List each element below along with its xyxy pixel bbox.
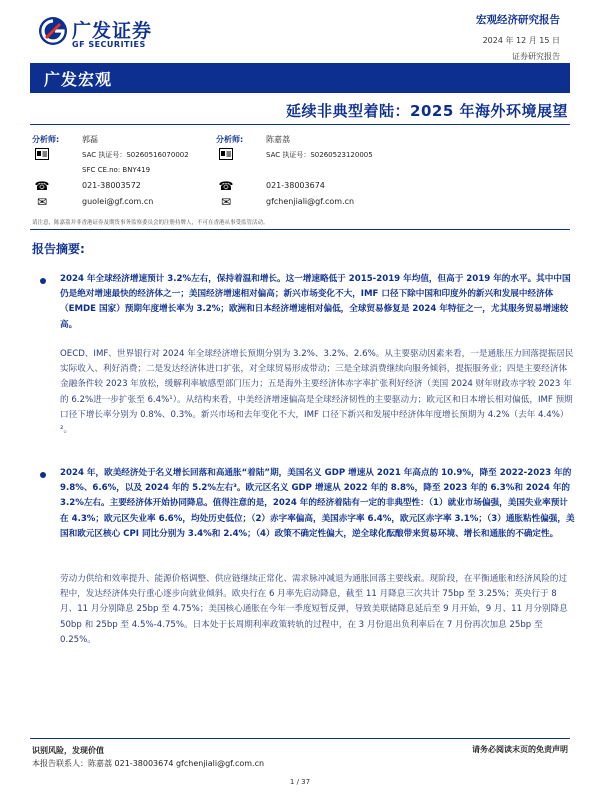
email-icon: ✉ (220, 195, 232, 209)
logo-chinese-text: 广发证券 (72, 20, 153, 42)
band-title: 广发宏观 (44, 70, 113, 89)
email-icon: ✉ (36, 195, 48, 209)
analyst-sac: SAC 执证号：S0260523120005 (266, 151, 373, 159)
report-header (0, 0, 600, 62)
gf-logo-icon (38, 16, 68, 46)
divider-analysts (30, 229, 570, 230)
title-band (30, 63, 570, 93)
summary-point-1: 2024 年全球经济增速预计 3.2%左右，保持着温和增长。这一增速略低于 2015-2019 年均值，但高于 2019 年的水平。其中中国仍是绝对增速最快的经济体之一；美国经济增速相对偏高；新兴市场变化不大，IMF 口径下除中国和印度外的新兴和发展中经济体（EMDE 国家）预期年度增长率为 3.2%；欧洲和日本经济增速相对偏低，全球贸易修复是 2024 年特征之一，尤其服务贸易增速较高。 (60, 274, 571, 330)
footer-left (32, 744, 264, 770)
summary-point-2: 2024 年，欧美经济处于名义增长回落和高通胀“着陆”期，美国名义 GDP 增速从 2021 年高点的 10.9%，降至 2022-2023 年的 9.8%、6.6%，以及 2024 年的 5.2%左右³。欧元区名义 GDP 增速从 2022 年的 8.8%，降至 2023 年的 6.3%和 2024 年的 3.2%左右。主要经济体开始协同降息。值得注意的是，2024 年的经济着陆有一定的非典型性：（1）就业市场偏强，美国失业率预计在 4.3%；欧元区失业率 6.6%，均处历史低位；（2）赤字率偏高，美国赤字率 6.4%，欧元区赤字率 3.1%；（3）通胀粘性偏强，美国和欧元区核心 CPI 同比分别为 3.4%和 2.4%；（4）政策不确定性偏大，逆全球化酝酿带来贸易环境、增长和通胀的不确定性。 (60, 468, 575, 539)
analyst-name: 陈嘉荔 (266, 135, 290, 144)
divider-footer (30, 738, 570, 739)
analyst-email[interactable]: gfchenjiali@gf.com.cn (266, 197, 355, 206)
bullet-icon (40, 472, 46, 478)
analyst-sac: SAC 执证号：S0260516070002 (82, 151, 189, 159)
analyst-label: 分析师: (216, 135, 244, 144)
header-meta (476, 12, 560, 62)
analyst-phone: 021-38003674 (266, 181, 325, 190)
report-type: 宏观经济研究报告 (476, 14, 560, 26)
footer-notice: 请务必阅读末页的免责声明 (472, 745, 568, 754)
id-card-icon (218, 147, 234, 161)
summary-detail-2: 劳动力供给和效率提升、能源价格调整、供应链继续正常化、需求脉冲减退为通胀回落主要线索。现阶段，在平衡通胀和经济风险的过程中，发达经济体央行重心逐步向就业倾斜。欧央行在 6 月率先启动降息，截至 11 月降息三次共计 75bp 至 3.25%；英央行于 8 月、11 月分别降息 25bp 至 4.75%；美国核心通胀在今年一季度短暂反弹，导致美联储降息延后至 9 月开始，9 月、11 月分别降息 50bp 和 25bp 至 4.5%-4.75%。日本处于长周期利率政策转轨的过程中，在 3 月份退出负利率后在 7 月份再次加息 25bp 至 0.25%。 (60, 574, 568, 645)
analyst-phone: 021-38003572 (82, 181, 141, 190)
summary-detail-1: OECD、IMF、世界银行对 2024 年全球经济增长预期分别为 3.2%、3.2%、2.6%。从主要驱动因素来看，一是通胀压力回落提振居民实际收入、利好消费；二是发达经济体进口扩张，对全球贸易形成带动；三是全球消费继续向服务倾斜，提振服务业；四是主要经济体金融条件较 2023 年放松，缓解利率敏感型部门压力；五是海外主要经济体赤字率扩张利好经济（美国 2024 财年财政赤字较 2023 年的 6.2%进一步扩张至 6.4%¹）。从结构来看，中美经济增速偏高是全球经济韧性的主要驱动力；欧元区和日本增长相对偏低，IMF 预期口径下增长率分别为 0.8%、0.3%。新兴市场和去年变化不大，IMF 口径下新兴和发展中经济体年度增长预期为 4.2%（去年 4.4%）²。 (60, 349, 574, 436)
report-subtitle: 延续非典型着陆：2025 年海外环境展望 (286, 102, 568, 120)
analyst-name: 郭磊 (82, 135, 98, 144)
logo-english-text: GF SECURITIES (72, 40, 146, 49)
report-department: 证券研究报告 (512, 52, 560, 61)
company-logo (38, 16, 178, 56)
divider-top (30, 124, 570, 125)
bullet-icon (40, 278, 46, 284)
phone-icon: ☎ (34, 179, 50, 193)
analyst-sfc: SFC CE.no: BNY419 (82, 166, 151, 174)
footer-contact: 本报告联系人：陈嘉荔 021-38003674 gfchenjiali@gf.com.cn (32, 759, 265, 768)
footer-slogan: 识别风险，发现价值 (32, 746, 104, 755)
analyst-label: 分析师: (32, 135, 60, 144)
analyst-email[interactable]: guolei@gf.com.cn (82, 197, 154, 206)
phone-icon: ☎ (218, 179, 234, 193)
analyst-card-2 (216, 131, 476, 211)
id-card-icon (34, 147, 50, 161)
page-number: 1 / 37 (289, 778, 311, 786)
analyst-disclaimer: 请注意，陈嘉荔并非香港证券及期货事务监察委员会的注册持牌人，不可在香港从事受监管活动。 (32, 220, 269, 226)
summary-title: 报告摘要: (32, 242, 85, 256)
report-date: 2024 年 12 月 15 日 (482, 36, 560, 45)
